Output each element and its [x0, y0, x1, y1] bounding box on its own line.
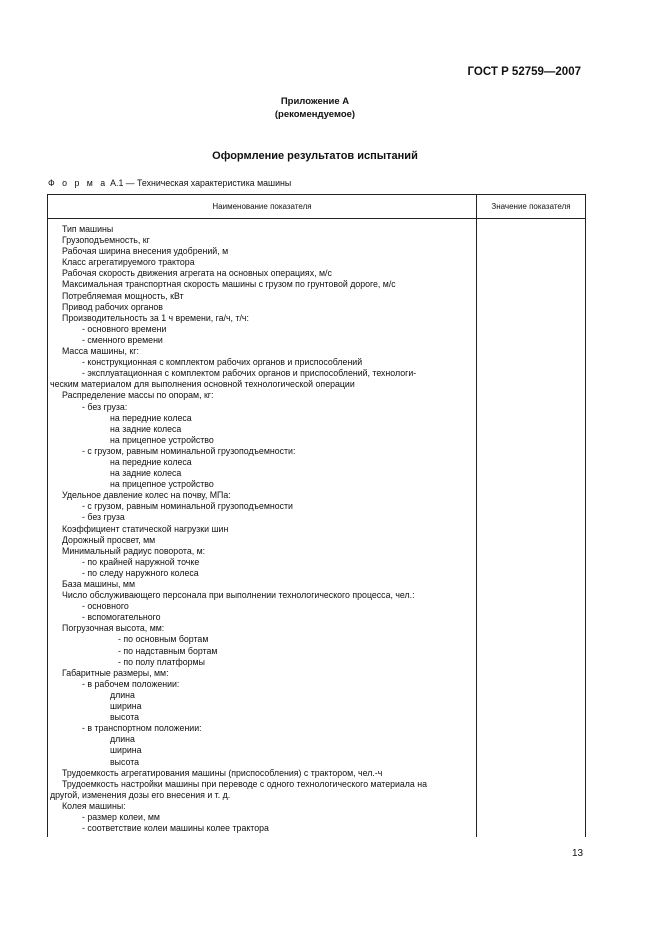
table-row: - основного времени — [82, 323, 167, 334]
form-caption — [48, 178, 291, 188]
table-row: - по следу наружного колеса — [82, 567, 199, 578]
column-header-value: Значение показателя — [491, 202, 571, 211]
table-row: другой, изменения дозы его внесения и т. д. — [50, 789, 231, 800]
table-row: Габаритные размеры, мм: — [62, 667, 169, 678]
table-row: Потребляемая мощность, кВт — [62, 290, 184, 301]
table-row: - по надставным бортам — [118, 645, 218, 656]
table-row: - конструкционная с комплектом рабочих органов и приспособлений — [82, 357, 363, 368]
document-code: ГОСТ Р 52759—2007 — [467, 66, 581, 78]
table-row: Трудоемкость настройки машины при переводе с одного технологического материала на — [62, 778, 428, 789]
table-row: - вспомогательного — [82, 612, 161, 623]
table-row: Класс агрегатируемого трактора — [62, 257, 195, 268]
table-row: Тип машины — [62, 224, 114, 234]
table-row: - основного — [82, 601, 129, 612]
column-header-name: Наименование показателя — [212, 202, 312, 211]
table-row: - размер колеи, мм — [82, 811, 160, 822]
table-row: Максимальная транспортная скорость машины с грузом по грунтовой дороге, м/с — [62, 279, 396, 290]
table-row: Рабочая ширина внесения удобрений, м — [62, 246, 229, 257]
table-row: высота — [110, 712, 140, 723]
table-row: - без груза: — [82, 401, 128, 412]
table-row: - с грузом, равным номинальной грузоподъемности — [82, 501, 293, 512]
table-row: на прицепное устройство — [110, 434, 214, 445]
table-row: - по крайней наружной точке — [82, 556, 200, 567]
page-number: 13 — [572, 848, 584, 859]
annex-title: Приложение А — [280, 96, 350, 107]
table-row: - по основным бортам — [118, 634, 209, 645]
table-row: Минимальный радиус поворота, м: — [62, 545, 206, 556]
table-row: Производительность за 1 ч времени, га/ч, т/ч: — [62, 312, 249, 323]
table-row: ширина — [110, 745, 142, 756]
table-row: Рабочая скорость движения агрегата на основных операциях, м/с — [62, 268, 332, 279]
table-row: - сменного времени — [82, 334, 163, 345]
table-row: Привод рабочих органов — [62, 301, 163, 312]
table-row: на передние колеса — [110, 412, 192, 423]
table-row: - эксплуатационная с комплектом рабочих органов и приспособлений, технологи- — [82, 368, 417, 379]
table-row: Распределение массы по опорам, кг: — [62, 390, 214, 401]
form-caption-prefix: Ф о р м а — [48, 178, 108, 188]
table-row: на задние колеса — [110, 423, 182, 434]
table-row: на передние колеса — [110, 456, 192, 467]
table-row: Трудоемкость агрегатирования машины (приспособления) с трактором, чел.-ч — [62, 767, 383, 778]
table-row: Коэффициент статической нагрузки шин — [62, 523, 229, 534]
annex-subtitle: (рекомендуемое) — [274, 109, 356, 120]
table-row: База машины, мм — [62, 579, 136, 589]
table-row: - в рабочем положении: — [82, 678, 180, 689]
table-row: на прицепное устройство — [110, 479, 214, 490]
table-row: - соответствие колеи машины колее трактора — [82, 823, 269, 834]
table-row: ческим материалом для выполнения основной технологической операции — [50, 379, 355, 390]
table-rows — [48, 224, 476, 834]
table-row: - без груза — [82, 512, 125, 523]
table-row: высота — [110, 756, 140, 767]
section-title: Оформление результатов испытаний — [212, 150, 418, 162]
table-row: на задние колеса — [110, 468, 182, 479]
table-row: Масса машины, кг: — [62, 346, 139, 357]
table-row: - с грузом, равным номинальной грузоподъемности: — [82, 445, 296, 456]
table-row: Погрузочная высота, мм: — [62, 623, 165, 634]
table-row: Грузоподъемность, кг — [62, 235, 150, 246]
table-row: Удельное давление колес на почву, МПа: — [62, 490, 231, 501]
table-row: Число обслуживающего персонала при выполнении технологического процесса, чел.: — [62, 590, 415, 601]
column-divider — [476, 195, 477, 837]
form-caption-text: А.1 — Техническая характеристика машины — [107, 178, 292, 188]
table-row: длина — [110, 689, 135, 700]
table-row: - по полу платформы — [118, 656, 205, 667]
table-row: Колея машины: — [62, 800, 126, 811]
table-header — [48, 195, 585, 219]
table-row: Дорожный просвет, мм — [62, 534, 156, 545]
table-row: длина — [110, 734, 135, 745]
characteristics-table — [47, 194, 586, 837]
table-row: ширина — [110, 701, 142, 712]
annex-heading — [0, 95, 630, 121]
table-row: - в транспортном положении: — [82, 723, 202, 734]
